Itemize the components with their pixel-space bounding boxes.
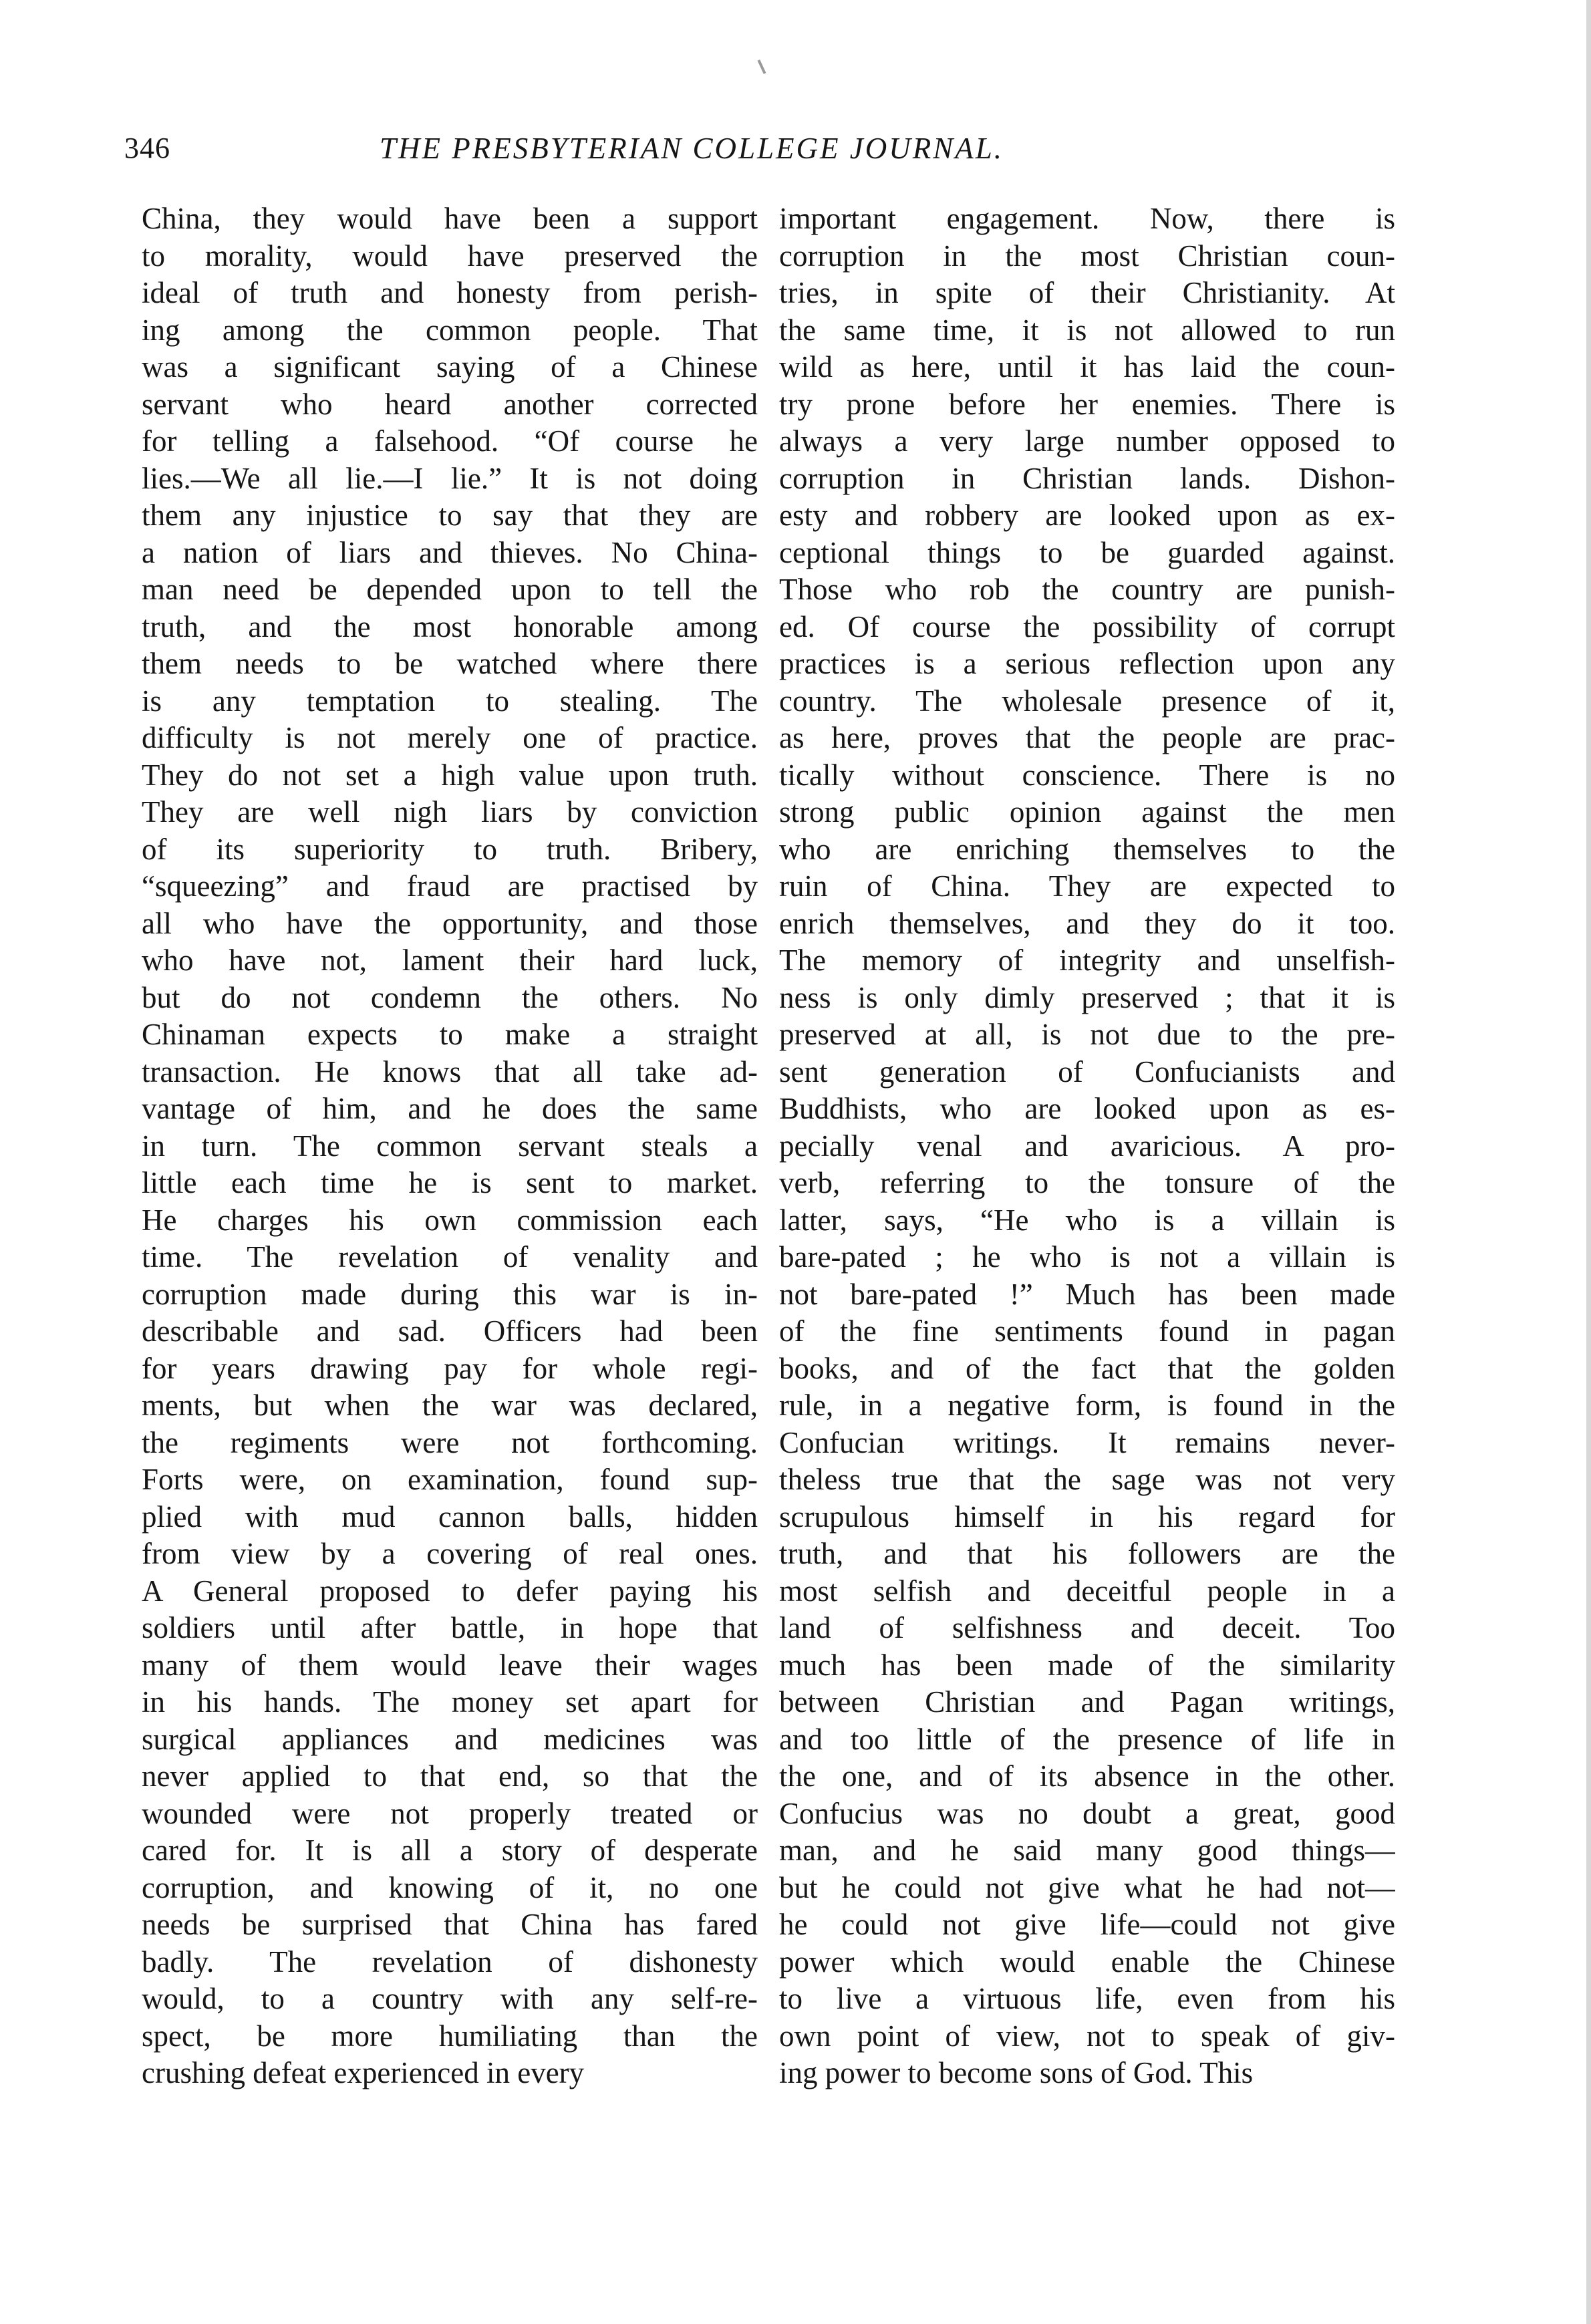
text-line: much has been made of the similarity xyxy=(779,1648,1395,1682)
text-line: in his hands. The money set apart for xyxy=(142,1685,758,1719)
text-line: transaction. He knows that all take ad- xyxy=(142,1054,758,1088)
text-line: He charges his own commission each xyxy=(142,1203,758,1237)
text-line: badly. The revelation of dishonesty xyxy=(142,1944,758,1979)
text-line: always a very large number opposed to xyxy=(779,424,1395,458)
text-line: servant who heard another corrected xyxy=(142,387,758,421)
text-line: man need be depended upon to tell the xyxy=(142,573,758,606)
text-line: difficulty is not merely one of practice. xyxy=(142,721,758,754)
right-text-column xyxy=(779,200,1395,2092)
text-line: between Christian and Pagan writings, xyxy=(779,1685,1395,1719)
text-line: in turn. The common servant steals a xyxy=(142,1129,758,1163)
text-line: preserved at all, is not due to the pre- xyxy=(779,1018,1395,1051)
text-line: bare-pated ; he who is not a villain is xyxy=(779,1240,1395,1274)
text-line: the one, and of its absence in the other. xyxy=(779,1759,1395,1793)
text-line: needs be surprised that China has fared xyxy=(142,1908,758,1941)
text-line: to live a virtuous life, even from his xyxy=(779,1982,1395,2015)
text-line: books, and of the fact that the golden xyxy=(779,1351,1395,1385)
text-line: man, and he said many good things— xyxy=(779,1834,1395,1867)
text-line: ing among the common people. That xyxy=(142,313,758,347)
text-line: Those who rob the country are punish- xyxy=(779,573,1395,606)
text-line: latter, says, “He who is a villain is xyxy=(779,1203,1395,1237)
text-line: a nation of liars and thieves. No China- xyxy=(142,535,758,569)
text-line: little each time he is sent to market. xyxy=(142,1166,758,1199)
text-line: tically without conscience. There is no xyxy=(779,758,1395,792)
text-line: esty and robbery are looked upon as ex- xyxy=(779,498,1395,532)
text-line: ed. Of course the possibility of corrupt xyxy=(779,609,1395,643)
text-line: cared for. It is all a story of desperate xyxy=(142,1834,758,1867)
text-line: power which would enable the Chinese xyxy=(779,1944,1395,1979)
text-line: most selfish and deceitful people in a xyxy=(779,1574,1395,1608)
text-line: scrupulous himself in his regard for xyxy=(779,1499,1395,1534)
text-line: strong public opinion against the men xyxy=(779,795,1395,829)
text-line: ceptional things to be guarded against. xyxy=(779,535,1395,569)
text-line: corruption made during this war is in- xyxy=(142,1277,758,1311)
text-line: who are enriching themselves to the xyxy=(779,832,1395,866)
text-line: practices is a serious reflection upon any xyxy=(779,647,1395,680)
text-line: for years drawing pay for whole regi- xyxy=(142,1351,758,1385)
text-line: never applied to that end, so that the xyxy=(142,1759,758,1793)
page-number: 346 xyxy=(124,132,170,164)
text-line: lies.—We all lie.—I lie.” It is not doing xyxy=(142,461,758,495)
text-line: ideal of truth and honesty from perish- xyxy=(142,276,758,309)
left-text-column xyxy=(142,200,758,2092)
text-line: ments, but when the war was declared, xyxy=(142,1389,758,1422)
text-line: corruption, and knowing of it, no one xyxy=(142,1870,758,1904)
page-header xyxy=(124,131,1394,178)
text-line: important engagement. Now, there is xyxy=(779,202,1395,235)
text-line: Chinaman expects to make a straight xyxy=(142,1018,758,1051)
text-line: Forts were, on examination, found sup- xyxy=(142,1463,758,1496)
text-line: of the fine sentiments found in pagan xyxy=(779,1314,1395,1348)
text-line: Buddhists, who are looked upon as es- xyxy=(779,1092,1395,1125)
text-line: ness is only dimly preserved ; that it is xyxy=(779,980,1395,1014)
text-line: for telling a falsehood. “Of course he xyxy=(142,424,758,458)
text-line: soldiers until after battle, in hope that xyxy=(142,1611,758,1644)
text-line: of its superiority to truth. Bribery, xyxy=(142,832,758,866)
text-line: ruin of China. They are expected to xyxy=(779,869,1395,903)
text-line: ing power to become sons of God. This xyxy=(779,2056,1254,2089)
text-line: enrich themselves, and they do it too. xyxy=(779,906,1395,940)
text-line: as here, proves that the people are prac- xyxy=(779,721,1395,754)
text-line: They are well nigh liars by conviction xyxy=(142,795,758,829)
text-line: wounded were not properly treated or xyxy=(142,1796,758,1830)
text-line: land of selfishness and deceit. Too xyxy=(779,1611,1395,1644)
text-line: tries, in spite of their Christianity. At xyxy=(779,276,1395,309)
text-line: would, to a country with any self-re- xyxy=(142,1982,758,2015)
text-line: wild as here, until it has laid the coun- xyxy=(779,350,1395,384)
text-line: rule, in a negative form, is found in the xyxy=(779,1389,1395,1422)
text-line: who have not, lament their hard luck, xyxy=(142,943,758,977)
text-line: many of them would leave their wages xyxy=(142,1648,758,1682)
text-line: surgical appliances and medicines was xyxy=(142,1722,758,1756)
text-line: was a significant saying of a Chinese xyxy=(142,350,758,384)
text-line: them any injustice to say that they are xyxy=(142,498,758,532)
text-line: from view by a covering of real ones. xyxy=(142,1537,758,1570)
text-line: verb, referring to the tonsure of the xyxy=(779,1166,1395,1199)
text-line: own point of view, not to speak of giv- xyxy=(779,2019,1395,2053)
text-line: plied with mud cannon balls, hidden xyxy=(142,1499,758,1534)
text-line: corruption in Christian lands. Dishon- xyxy=(779,461,1395,495)
text-line: to morality, would have preserved the xyxy=(142,239,758,273)
text-line: time. The revelation of venality and xyxy=(142,1240,758,1274)
text-line: the same time, it is not allowed to run xyxy=(779,313,1395,347)
text-line: spect, be more humiliating than the xyxy=(142,2019,758,2053)
text-line: but he could not give what he had not— xyxy=(779,1870,1395,1904)
text-line: A General proposed to defer paying his xyxy=(142,1574,758,1608)
text-line: Confucian writings. It remains never- xyxy=(779,1425,1395,1459)
text-line: “squeezing” and fraud are practised by xyxy=(142,869,758,903)
text-line: describable and sad. Officers had been xyxy=(142,1314,758,1348)
text-line: is any temptation to stealing. The xyxy=(142,684,758,718)
text-line: he could not give life—could not give xyxy=(779,1908,1395,1941)
text-line: and too little of the presence of life in xyxy=(779,1722,1395,1756)
text-line: They do not set a high value upon truth. xyxy=(142,758,758,792)
text-line: sent generation of Confucianists and xyxy=(779,1054,1395,1088)
text-line: theless true that the sage was not very xyxy=(779,1463,1395,1496)
scan-speck xyxy=(758,59,766,74)
text-line: all who have the opportunity, and those xyxy=(142,906,758,940)
text-line: not bare-pated !” Much has been made xyxy=(779,1277,1395,1311)
text-line: Confucius was no doubt a great, good xyxy=(779,1796,1395,1830)
text-line: truth, and the most honorable among xyxy=(142,609,758,643)
running-title: THE PRESBYTERIAN COLLEGE JOURNAL. xyxy=(380,132,1004,165)
text-line: but do not condemn the others. No xyxy=(142,980,758,1014)
text-line: them needs to be watched where there xyxy=(142,647,758,680)
text-line: crushing defeat experienced in every xyxy=(142,2056,585,2089)
scan-edge-rule xyxy=(1586,0,1591,2324)
text-line: The memory of integrity and unselfish- xyxy=(779,943,1395,977)
text-line: the regiments were not forthcoming. xyxy=(142,1425,758,1459)
text-line: try prone before her enemies. There is xyxy=(779,387,1395,421)
text-line: corruption in the most Christian coun- xyxy=(779,239,1395,273)
text-line: vantage of him, and he does the same xyxy=(142,1092,758,1125)
text-line: truth, and that his followers are the xyxy=(779,1537,1395,1570)
text-line: China, they would have been a support xyxy=(142,202,758,235)
text-line: pecially venal and avaricious. A pro- xyxy=(779,1129,1395,1163)
text-line: country. The wholesale presence of it, xyxy=(779,684,1395,718)
